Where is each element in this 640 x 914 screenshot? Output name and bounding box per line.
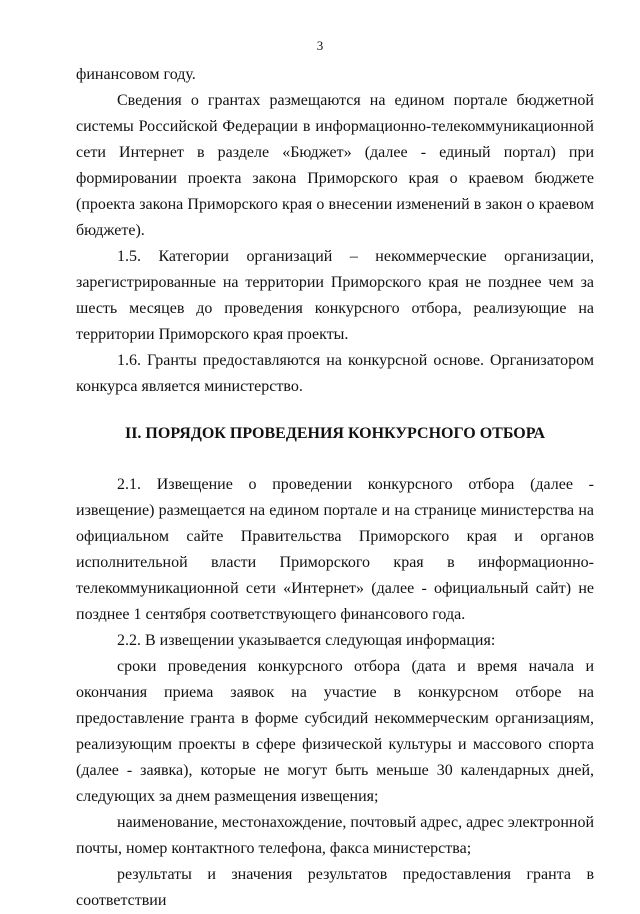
paragraph-continuation: финансовом году. (76, 66, 196, 83)
paragraph-1-6: 1.6. Гранты предоставляются на конкурсной основе. Организатором конкурса является министерство. (76, 352, 594, 395)
paragraph-deadlines: сроки проведения конкурсного отбора (дата и время начала и окончания приема заявок на участие в конкурсном отборе на предоставление гранта в форме субсидий некоммерческим организациям, реализующим проекты в сфере физической культуры и массового спорта (далее - заявка), которые не могут быть меньше 30 календарных дней, следующих за днем размещения извещения; (76, 658, 594, 805)
paragraph-results: результаты и значения результатов предоставления гранта в соответствии (76, 866, 594, 909)
paragraph-2-1: 2.1. Извещение о проведении конкурсного отбора (далее - извещение) размещается на едином портале и на странице министерства на официальном сайте Правительства Приморского края и органов исполнительной власти Приморского края в информационно-телекоммуникационной сети «Интернет» (далее - официальный сайт) не позднее 1 сентября соответствующего финансового года. (76, 476, 594, 623)
paragraph-2-2: 2.2. В извещении указывается следующая информация: (117, 632, 496, 649)
page-number: 3 (316, 38, 324, 53)
paragraph-grant-info: Сведения о грантах размещаются на едином портале бюджетной системы Российской Федерации в информационно-телекоммуникационной сети Интернет в разделе «Бюджет» (далее - единый портал) при формировании проекта закона Приморского края о краевом бюджете (проекта закона Приморского края о внесении изменений в закон о краевом бюджете). (76, 92, 594, 239)
section-heading: II. ПОРЯДОК ПРОВЕДЕНИЯ КОНКУРСНОГО ОТБОРА (124, 425, 546, 442)
paragraph-1-5: 1.5. Категории организаций – некоммерческие организации, зарегистрированные на территории Приморского края не позднее чем за шесть месяцев до проведения конкурсного отбора, реализующие на территории Приморского края проекты. (76, 248, 594, 343)
paragraph-contacts: наименование, местонахождение, почтовый адрес, адрес электронной почты, номер контактного телефона, факса министерства; (76, 814, 595, 857)
document-body (76, 62, 594, 914)
